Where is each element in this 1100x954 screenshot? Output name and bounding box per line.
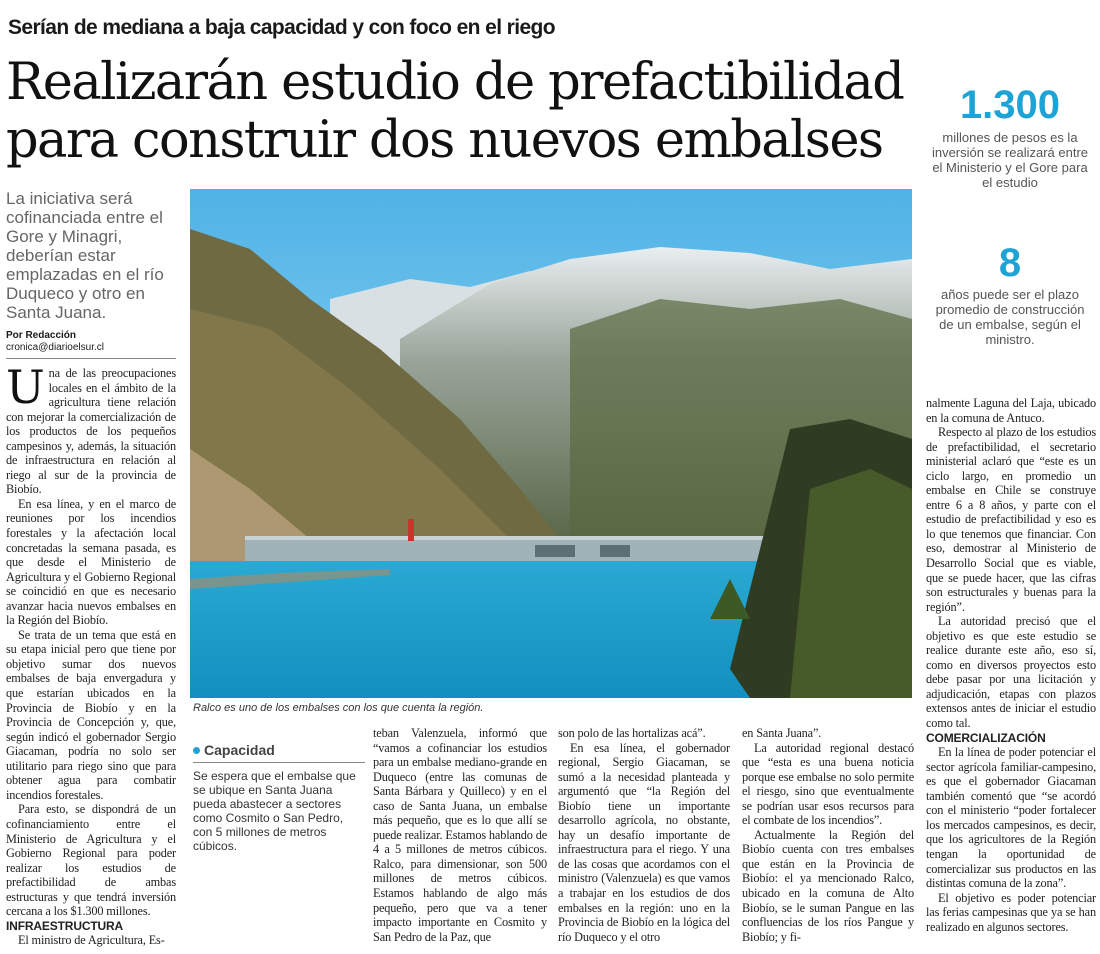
paragraph: La autoridad regional destacó que “esta es una buena noticia porque ese embalse no solo permite el riesgo, sino que eventualmente se podrían usar esos recursos para el combate de los incendios”. bbox=[742, 740, 914, 828]
paragraph: En esa línea, y en el marco de reuniones por los incendios forestales y la afectación local concretadas la semana pasada, es que desde el Ministerio de Agricultura y el Gobierno Regional se coincidió en que es necesario avanzar hacia nuevos embalses en la Región del Biobío. bbox=[6, 496, 176, 628]
paragraph bbox=[6, 360, 176, 497]
paragraph: teban Valenzuela, informó que “vamos a cofinanciar los estudios para un embalse mediano-grande en Duqueco (entre las comunas de Santa Bárbara y Quilleco) y en el caso de Santa Juana, un embalse más pequeño, que es lo que allí se puede realizar. Estamos hablando de 4 a 5 millones de metros cúbicos. Ralco, para dimensionar, son 500 millones de metros cúbicos. Estamos hablando de algo más pequeño, pero que va a tener impacto importante en Cosmito y San Pedro de la Paz, que bbox=[373, 726, 548, 944]
paragraph: son polo de las hortalizas acá”. bbox=[558, 726, 706, 740]
byline-divider bbox=[6, 358, 176, 359]
paragraph: Respecto al plazo de los estudios de prefactibilidad, el secretario ministerial aclaró que “este es un ciclo largo, en promedio un embalse en Chile se construye entre 6 a 8 años, y parte con el estudio de prefactibilidad y eso es lo que tenemos que financiar. Con eso, demostrar al Ministerio de Desarrollo Social que es viable, que se puede hacer, que las cifras son estructurales y buenas para la región”. bbox=[926, 425, 1096, 614]
stat-text-1: millones de pesos es la inversión se realizará entre el Ministerio y el Gore para el estudio bbox=[931, 130, 1089, 190]
column-3 bbox=[558, 726, 730, 946]
byline-email[interactable]: cronica@diarioelsur.cl bbox=[6, 342, 104, 353]
headline bbox=[6, 54, 906, 170]
info-box-title bbox=[193, 742, 365, 758]
stat-number-1: 1.300 bbox=[959, 83, 1061, 127]
headline-line-2: para construir dos nuevos embalses bbox=[6, 111, 883, 170]
info-box-text: Se espera que el embalse que se ubique en Santa Juana pueda abastecer a sectores como Cosmito o San Pedro, con 5 millones de metros cúbicos. bbox=[193, 769, 356, 853]
lead-paragraph: La iniciativa será cofinanciada entre el Gore y Minagri, deberían estar emplazadas en el río Duqueco y otro en Santa Juana. bbox=[6, 189, 164, 322]
paragraph: Actualmente la Región del Biobío cuenta con tres embalses que están en la Provincia de Biobío: el ya mencionado Ralco, ubicado en la comuna de Alto Biobío, se le suman Pangue en las confluencias de los ríos Pangue y Biobío; y fi- bbox=[742, 827, 914, 944]
paragraph: El objetivo es poder potenciar las ferias campesinas que ya se han realizado en algunos sectores. bbox=[926, 890, 1096, 934]
subheading-comercializacion: COMERCIALIZACIÓN bbox=[926, 730, 1046, 745]
byline-author: Por Redacción bbox=[6, 330, 77, 341]
photo-caption: Ralco es uno de los embalses con los que cuenta la región. bbox=[193, 702, 484, 714]
headline-line-1: Realizarán estudio de prefactibilidad bbox=[6, 53, 904, 112]
paragraph-text: na de las preocupaciones locales en el ámbito de la agricultura tiene relación con mejorar la comercialización de los productos de los pequeños campesinos y, además, la situación de infraestructura en relación al riego al sur de la provincia de Biobío. bbox=[6, 366, 176, 497]
dam-landscape-illustration bbox=[190, 189, 912, 698]
byline bbox=[6, 330, 178, 354]
stat-number-2: 8 bbox=[998, 241, 1022, 285]
stat-text-2: años puede ser el plazo promedio de construcción de un embalse, según el ministro. bbox=[935, 287, 1085, 347]
paragraph: En esa línea, el gobernador regional, Sergio Giacaman, se sumó a la necesidad planteada y argumentó que “la Región del Biobío tiene un importante desarrollo agrícola, no obstante, hay un desafío importante de infraestructura para el riego. Y una de las cosas que acordamos con el ministro (Valenzuela) es que vamos a trabajar en los estudios de dos embalses en la región: uno en la Provincia de Biobío en la lógica del río Duqueco y el otro bbox=[558, 740, 730, 944]
info-box bbox=[193, 742, 365, 853]
paragraph: en Santa Juana”. bbox=[742, 726, 822, 740]
kicker: Serían de mediana a baja capacidad y con foco en el riego bbox=[8, 16, 556, 39]
column-1 bbox=[6, 360, 176, 948]
dropcap: U bbox=[6, 360, 45, 414]
paragraph: Se trata de un tema que está en su etapa inicial pero que tiene por objetivo sumar dos nuevos embalses de baja envergadura y que estarían ubicados en la Provincia de Biobío y en la Provincia de Concepción y, que, según indicó el gobernador Sergio Giacaman, podría no solo ser utilitario para riego sino que para obtener agua para combatir incendios forestales. bbox=[6, 627, 176, 802]
paragraph: nalmente Laguna del Laja, ubicado en la comuna de Antuco. bbox=[926, 396, 1096, 425]
column-2 bbox=[373, 726, 547, 946]
reservoir-photo bbox=[190, 189, 912, 698]
bullet-dot-icon bbox=[193, 747, 200, 754]
paragraph: La autoridad precisó que el objetivo es que este estudio se realice durante este año, eso sí, como en diversos proyectos esto debe pasar por una licitación y adjudicación, etapas con plazos extensos antes de iniciar el estudio como tal. bbox=[926, 614, 1096, 731]
paragraph: En la línea de poder potenciar el sector agrícola familiar-campesino, es que el gobernador Giacaman también comentó que “se acordó con el ministerio “poder fortalecer los mercados campesinos, es decir, que los agricultores de la Región tengan la oportunidad de comercializar sus productos en las distintas comuna de la zona”. bbox=[926, 745, 1096, 891]
column-5 bbox=[926, 396, 1096, 948]
info-box-title-text: Capacidad bbox=[204, 742, 275, 758]
paragraph: Para esto, se dispondrá de un cofinanciamiento entre el Ministerio de Agricultura y el Gobierno Regional para poder realizar los estudios de prefactibilidad de ambas estructuras y que tendrá inversión cercana a los $1.300 millones. bbox=[6, 802, 176, 919]
paragraph: El ministro de Agricultura, Es- bbox=[18, 933, 165, 948]
subheading-infraestructura: INFRAESTRUCTURA bbox=[6, 918, 124, 933]
column-4 bbox=[742, 726, 914, 946]
info-box-divider bbox=[193, 762, 365, 763]
